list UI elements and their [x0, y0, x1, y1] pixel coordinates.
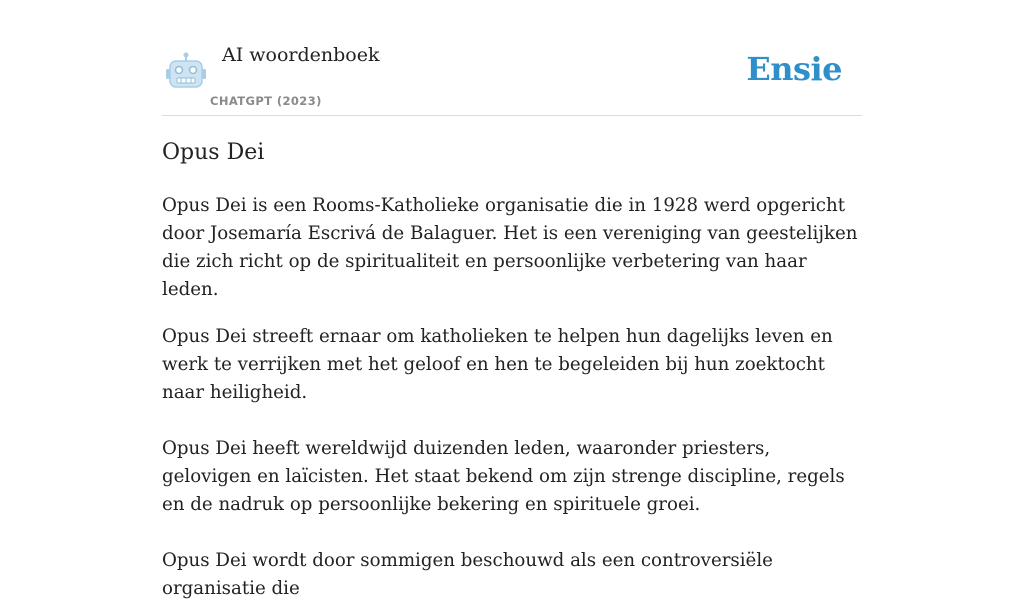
- paragraph-1: Opus Dei is een Rooms-Katholieke organisatie die in 1928 werd opgericht door Josemaría Escrivá de Balaguer. Het is een vereniging van geestelijken die zich richt op de spiritualiteit en persoonlijke verbetering van haar leden.: [162, 195, 858, 300]
- robot-icon: [166, 52, 206, 90]
- ensie-logo[interactable]: Ensie: [746, 50, 842, 88]
- brand-subtitle: CHATGPT (2023): [210, 94, 322, 108]
- paragraph-2: Opus Dei streeft ernaar om katholieken te helpen hun dagelijks leven en werk te verrijken met het geloof en hen te begeleiden bij hun zoektocht naar heiligheid.: [162, 326, 833, 403]
- header: [162, 0, 862, 116]
- paragraph-3: Opus Dei heeft wereldwijd duizenden leden, waaronder priesters, gelovigen en laïcisten. Het staat bekend om zijn strenge discipline, regels en de nadruk op persoonlijke bekering en spirituele groei.: [162, 438, 845, 515]
- brand-title[interactable]: AI woordenboek: [222, 44, 380, 66]
- page: [162, 0, 862, 599]
- page-title: Opus Dei: [162, 140, 265, 165]
- paragraph-4: Opus Dei wordt door sommigen beschouwd als een controversiële organisatie die: [162, 550, 773, 599]
- article-body: [162, 192, 862, 603]
